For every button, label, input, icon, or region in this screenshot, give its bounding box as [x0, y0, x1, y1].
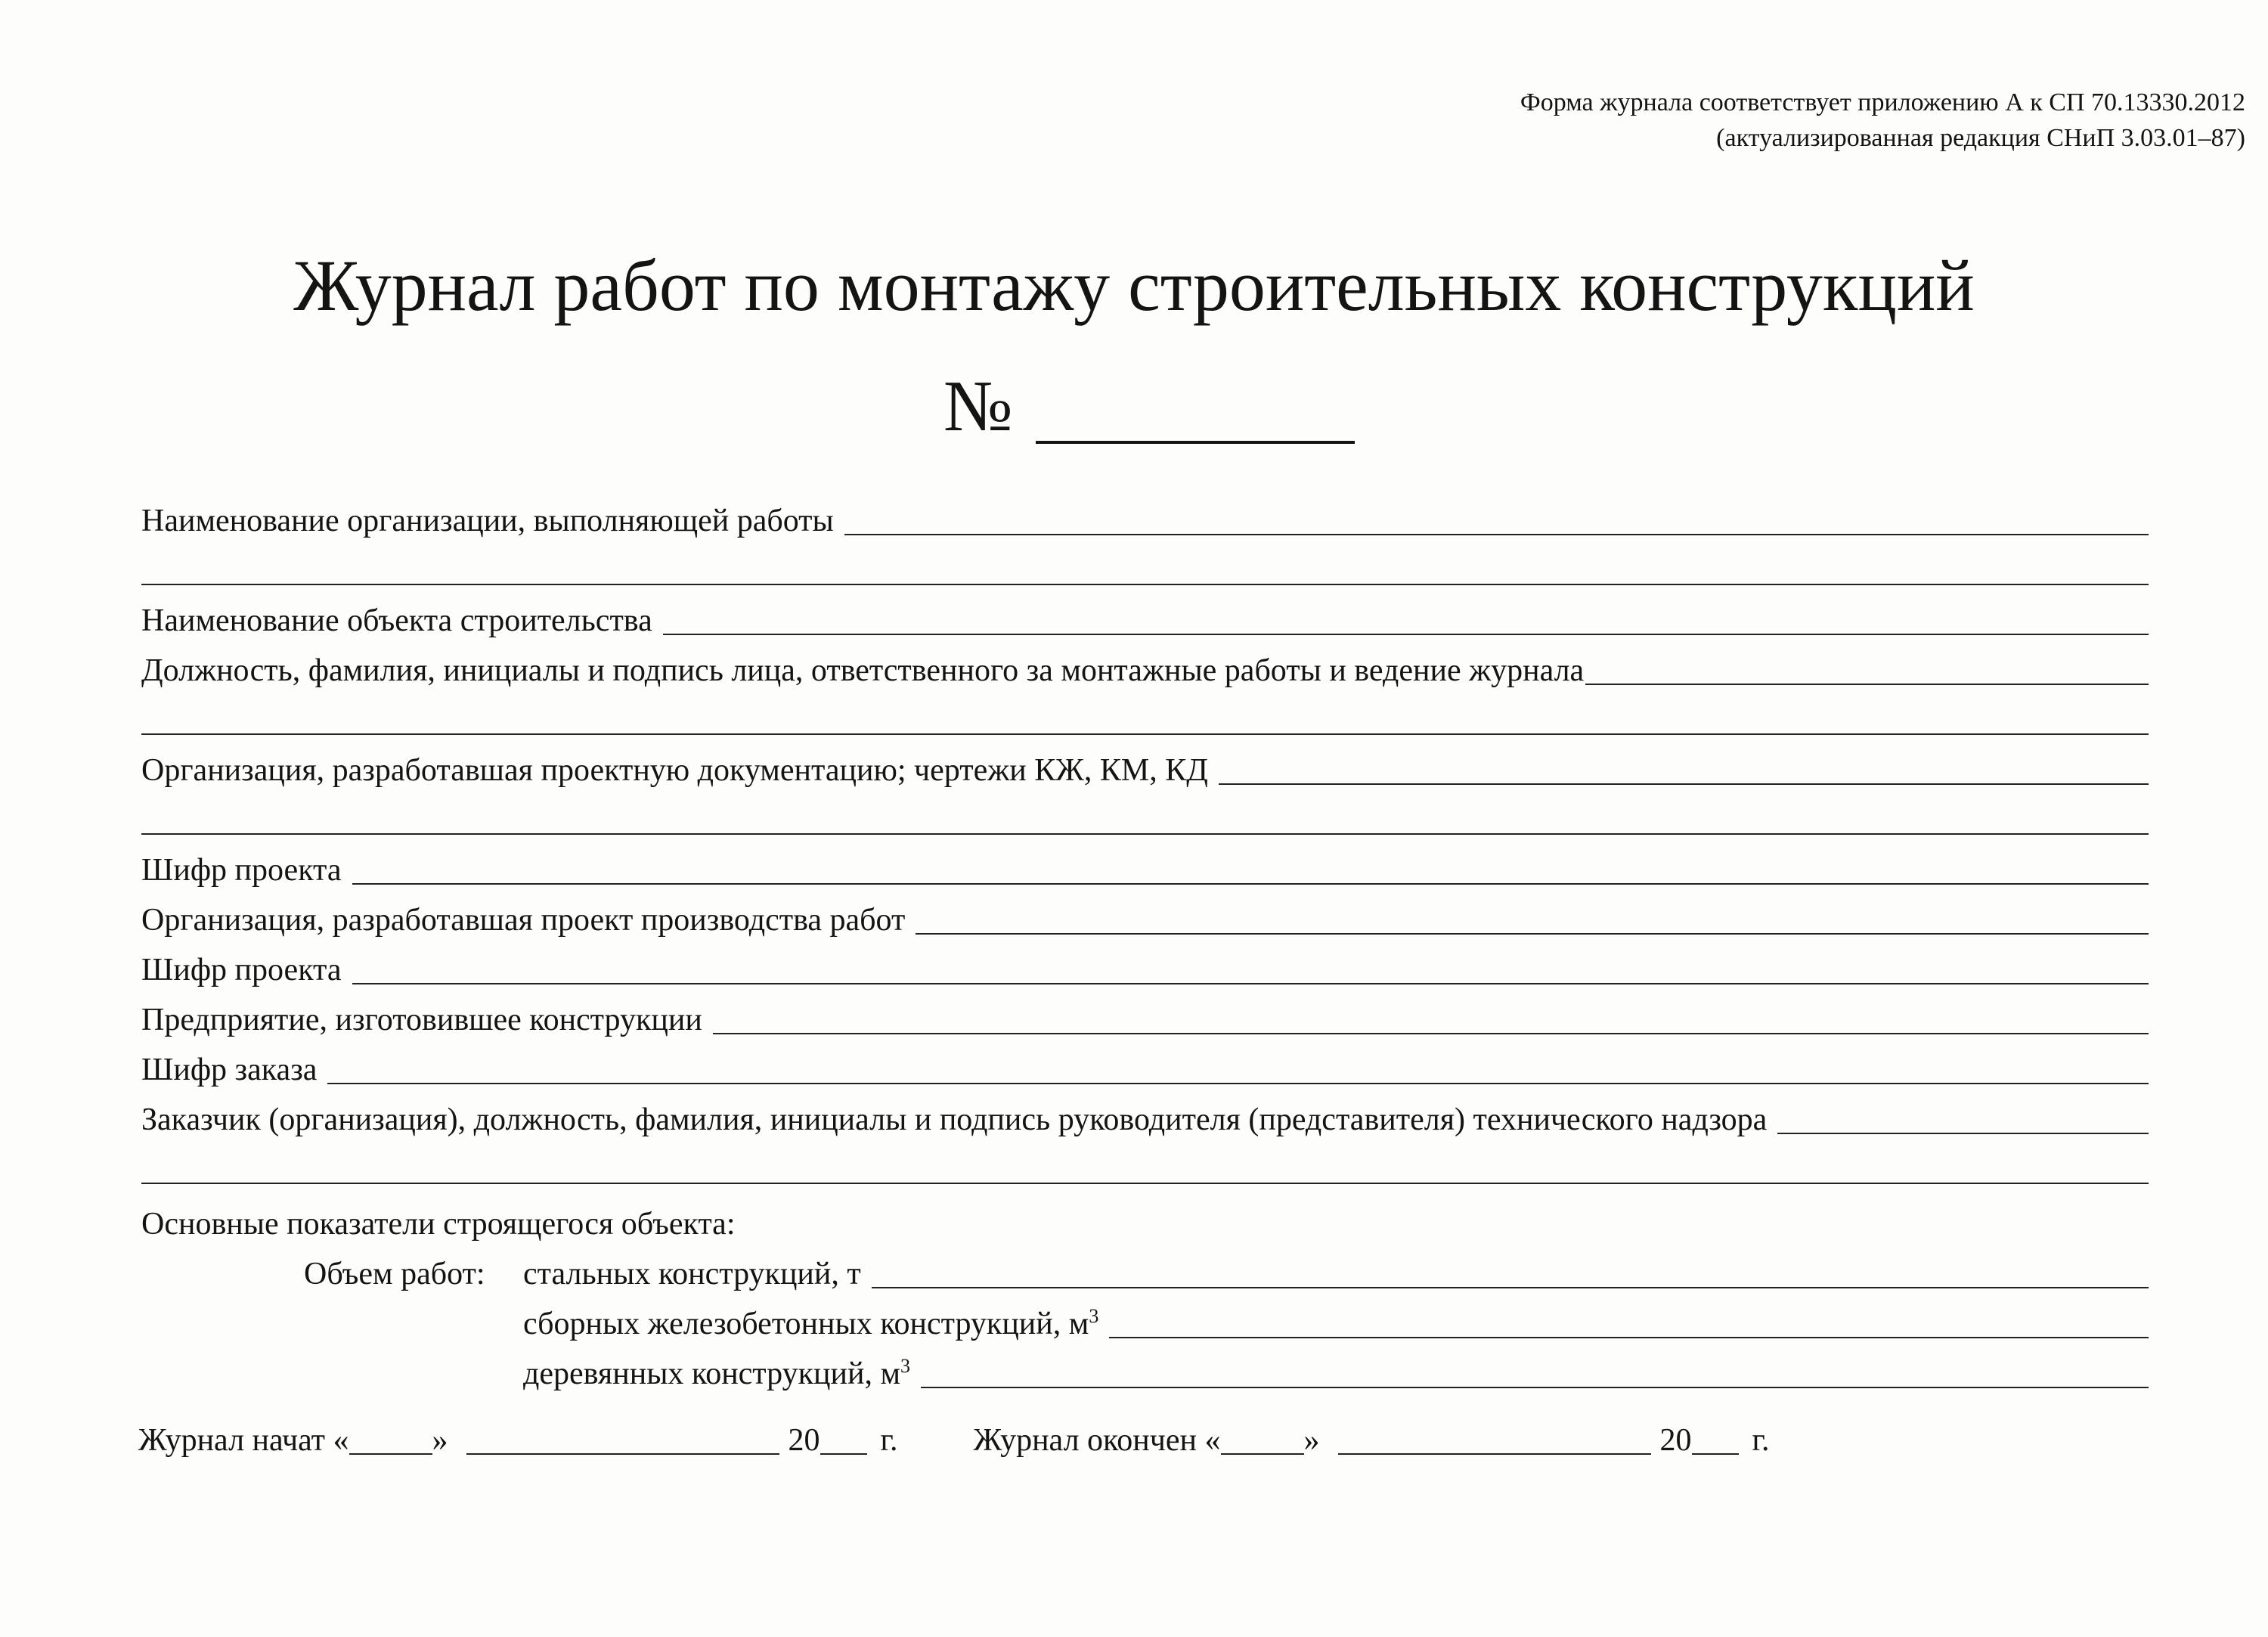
design-org-row-continued: [141, 789, 2149, 839]
organization-field[interactable]: [844, 504, 2149, 535]
project-code-field-2[interactable]: [352, 953, 2149, 984]
volume-label: Объем работ:: [304, 1257, 485, 1291]
steel-volume-row: [141, 1243, 2149, 1293]
manufacturer-row: [141, 989, 2149, 1039]
design-org-row: [141, 739, 2149, 789]
steel-volume-field[interactable]: [872, 1257, 2149, 1288]
customer-field-continued[interactable]: [141, 1152, 2149, 1184]
precast-volume-label: [523, 1305, 1109, 1343]
customer-row: [141, 1089, 2149, 1139]
journal-started-label: Журнал начат «: [138, 1423, 349, 1458]
journal-finished-label: Журнал окончен «: [973, 1423, 1221, 1458]
project-code-row-2: [141, 939, 2149, 989]
precast-volume-field[interactable]: [1109, 1307, 2149, 1338]
ppr-org-label: Организация, разработавшая проект производства работ: [141, 903, 906, 938]
form-compliance-note: [1520, 85, 2245, 156]
journal-number-field[interactable]: [1036, 420, 1355, 444]
organization-row-continued: [141, 540, 2149, 590]
steel-volume-label: стальных конструкций, т: [523, 1257, 861, 1291]
precast-volume-row: [141, 1293, 2149, 1343]
ppr-org-row: [141, 889, 2149, 939]
manufacturer-label: Предприятие, изготовившее конструкции: [141, 1003, 702, 1037]
responsible-field[interactable]: [1585, 653, 2149, 685]
start-month-field[interactable]: [466, 1423, 779, 1455]
wood-volume-text: деревянных конструкций, м: [523, 1356, 901, 1391]
finish-year-prefix: 20: [1659, 1423, 1692, 1458]
wood-volume-row: [141, 1343, 2149, 1393]
responsible-row-continued: [141, 690, 2149, 739]
wood-volume-unit-power: 3: [900, 1355, 911, 1377]
start-year-suffix: г.: [880, 1423, 898, 1458]
precast-volume-text: сборных железобетонных конструкций, м: [523, 1307, 1089, 1341]
start-quote-close: »: [432, 1423, 448, 1458]
customer-row-continued: [141, 1139, 2149, 1189]
form-compliance-line-1: Форма журнала соответствует приложению А к СП 70.13330.2012: [1520, 88, 2245, 116]
ppr-org-field[interactable]: [916, 903, 2149, 935]
organization-label: Наименование организации, выполняющей работы: [141, 504, 834, 538]
journal-number-row: [943, 353, 1355, 451]
project-code-label-1: Шифр проекта: [141, 853, 342, 888]
start-year-field[interactable]: [820, 1423, 867, 1455]
design-org-field[interactable]: [1219, 753, 2149, 785]
wood-volume-field[interactable]: [921, 1356, 2149, 1388]
finish-quote-close: »: [1303, 1423, 1320, 1458]
design-org-field-continued[interactable]: [141, 803, 2149, 835]
finish-year-suffix: г.: [1752, 1423, 1770, 1458]
start-year-prefix: 20: [788, 1423, 820, 1458]
project-code-field-1[interactable]: [352, 853, 2149, 885]
indicators-heading: Основные показатели строящегося объекта:: [141, 1207, 736, 1242]
wood-volume-label: [523, 1355, 921, 1393]
indicators-heading-row: [141, 1189, 2149, 1243]
customer-field[interactable]: [1777, 1102, 2149, 1134]
customer-label: Заказчик (организация), должность, фамилия, инициалы и подпись руководителя (представителя) технического надзора: [141, 1102, 1768, 1137]
organization-row: [141, 490, 2149, 540]
object-row: [141, 590, 2149, 640]
form-fields: [141, 490, 2149, 1393]
number-sign: №: [943, 365, 1013, 446]
responsible-field-continued[interactable]: [141, 703, 2149, 735]
project-code-label-2: Шифр проекта: [141, 953, 342, 987]
design-org-label: Организация, разработавшая проектную документацию; чертежи КЖ, КМ, КД: [141, 753, 1208, 788]
object-label: Наименование объекта строительства: [141, 603, 652, 638]
journal-title: Журнал работ по монтажу строительных конструкций: [293, 245, 1975, 326]
journal-dates-row: [138, 1422, 1770, 1459]
object-field[interactable]: [663, 603, 2149, 635]
precast-volume-unit-power: 3: [1089, 1305, 1099, 1327]
responsible-row: [141, 640, 2149, 690]
organization-field-continued[interactable]: [141, 553, 2149, 585]
project-code-row-1: [141, 839, 2149, 889]
order-code-label: Шифр заказа: [141, 1053, 318, 1087]
order-code-row: [141, 1039, 2149, 1089]
finish-day-field[interactable]: [1221, 1423, 1304, 1455]
form-compliance-line-2: (актуализированная редакция СНиП 3.03.01–87): [1716, 124, 2245, 152]
responsible-label: Должность, фамилия, инициалы и подпись лица, ответственного за монтажные работы и ведение журнала: [141, 653, 1585, 688]
finish-year-field[interactable]: [1692, 1423, 1739, 1455]
start-day-field[interactable]: [349, 1423, 432, 1455]
manufacturer-field[interactable]: [713, 1003, 2149, 1034]
order-code-field[interactable]: [327, 1053, 2149, 1084]
finish-month-field[interactable]: [1338, 1423, 1651, 1455]
